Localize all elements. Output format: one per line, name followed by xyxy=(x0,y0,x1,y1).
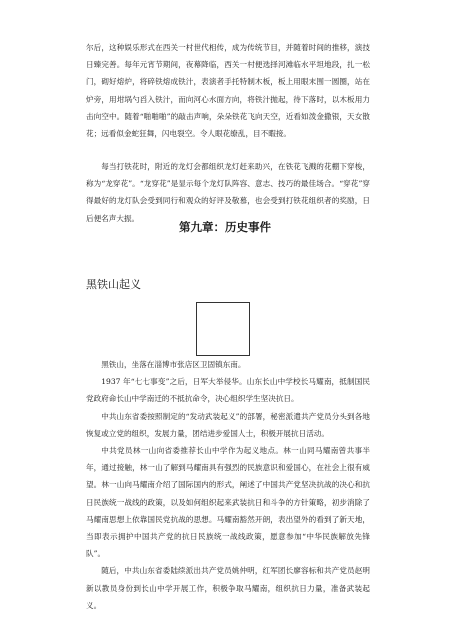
intro-text-block-2 xyxy=(86,158,370,227)
section-title: 黑铁山起义 xyxy=(86,278,141,291)
image-placeholder xyxy=(196,302,250,356)
paragraph: 中共山东省委按照制定的“发动武装起义”的部署，秘密派遣共产党员分头到各地恢复或立党的组织，发展力量，团结进步爱国人士，积极开展抗日活动。 xyxy=(86,411,370,438)
chapter-title: 第九章：历史事件 xyxy=(179,220,271,234)
paragraph: 1937 年“七七事变”之后，日军大举侵华。山东长山中学校长马耀南，抵制国民党政府命长山中学南迁的不抵抗命令，决心组织学生坚决抗日。 xyxy=(86,377,370,404)
intro-text-block xyxy=(86,39,370,142)
paragraph: 随后，中共山东省委陆续派出共产党员姚仲明，红军团长廖容标和共产党员赵明新以教员身份到长山中学开展工作，积极争取马耀南，组织抗日力量，准备武装起义。 xyxy=(86,566,370,610)
paragraph: 中共党员林一山向省委推荐长山中学作为起义地点。林一山同马耀南曾共事半年，通过接触，林一山了解到马耀南具有强烈的民族意识和爱国心，在社会上很有威望。林一山向马耀南介绍了国际国内的形式，阐述了中国共产党坚决抗战的决心和抗日民族统一战线的政策，以及如何组织起来武装抗日和斗争的方针策略，初步消除了马耀南思想上依靠国民党抗战的思想。马耀南豁然开朗，表出望外的看到了新天地，当即表示拥护中国共产党的抗日民族统一战线政策，愿意参加“中华民族解放先锋队”。 xyxy=(86,446,370,559)
paragraph: 每当打铁花时，附近的龙灯会都组织龙灯赶来助兴，在铁花飞溅的花棚下穿梭，称为“龙穿花”。“龙穿花”是显示每个龙灯队阵容、意志、技巧的最佳场合。“穿花”穿得最好的龙灯队会受到同行和观众的好评及敬慕，也会受到打铁花组织者的奖励，日后便名声大振。 xyxy=(86,162,370,223)
section-body xyxy=(86,356,370,614)
paragraph: 黑铁山，坐落在淄博市张店区卫固镇东南。 xyxy=(101,360,246,369)
paragraph: 尔后，这种娱乐形式在西关一村世代相传，成为传统节目，并随着时间的推移，演技日臻完善。每年元宵节期间，夜幕降临，西关一村便选择河滩临水平坦地段，扎一松门，砌好熔炉，将碎铁熔成铁汁，表演者手托特制木板，板上用眼末围一圆圈，站在炉旁，用坩埚勺舀入铁汁，而向河心水面方向，将铁汁抛起，待下落时，以木板用力击向空中。随着“啪啪啪”的敲击声响，朵朵铁花飞向天空，近看如泼金撒银，天女散花；远看似金蛇狂舞，闪电裂空。令人眼花缭乱，目不暇接。 xyxy=(86,43,370,139)
